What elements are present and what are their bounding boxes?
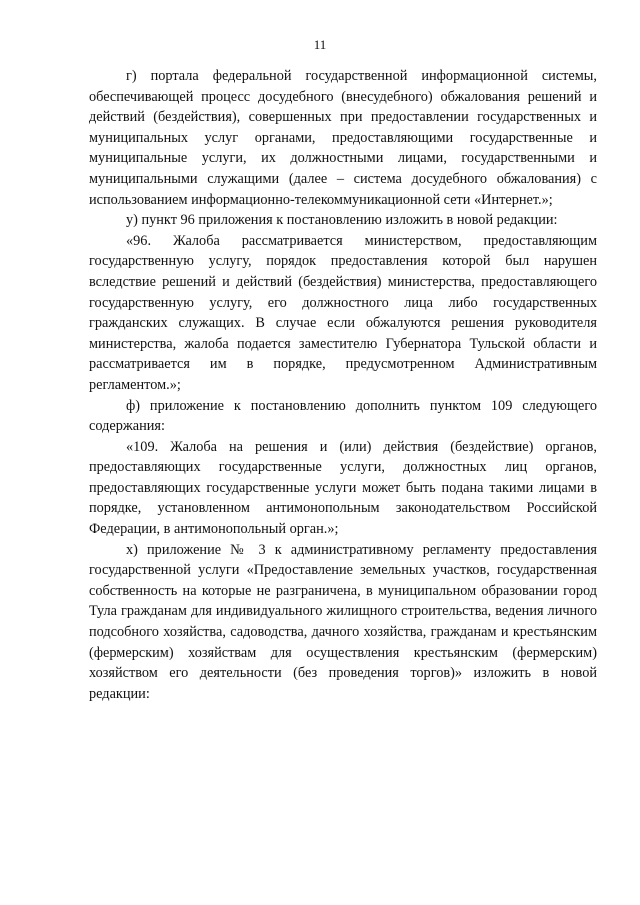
paragraph-u-item-96: у) пункт 96 приложения к постановлению изложить в новой редакции: bbox=[126, 212, 558, 229]
paragraph-kh-appendix-3: х) приложение № 3 к административному регламенту предоставления государственной услуги «Предоставление земельных участков, государственная собственность на которые не разграничена, в муниципальном образовании город Тула гражданам для индивидуального жилищного строительства, ведения личного подсобного хозяйства, садоводства, дачного хозяйства, гражданам и крестьянским (фермерским) хозяйствам для осуществления крестьянским (фермерским) хозяйством его деятельности (без проведения торгов)» изложить в новой редакции: bbox=[89, 541, 597, 702]
paragraph-item-96-text: «96. Жалоба рассматривается министерством, предоставляющим государственную услугу, порядок предоставления которой был нарушен вследствие решений и действий (бездействия) министерства, предоставляющего государственную услугу, его должностного лица либо государственных гражданских служащих. В случае если обжалуются решения руководителя министерства, жалоба подается заместителю Губернатора Тульской области и рассматривается им в порядке, предусмотренном Административным регламентом.»; bbox=[89, 232, 597, 393]
paragraph-item-109-text: «109. Жалоба на решения и (или) действия (бездействие) органов, предоставляющих государственные услуги, должностных лиц органов, предоставляющих государственные услуги может быть подана такими лицами в порядке, установленном антимонопольным законодательством Российской Федерации, в антимонопольный орган.»; bbox=[89, 438, 597, 538]
paragraph-f-item-109: ф) приложение к постановлению дополнить пунктом 109 следующего содержания: bbox=[89, 397, 597, 435]
page-number: 11 bbox=[313, 37, 327, 52]
paragraph-g-portal: г) портала федеральной государственной информационной системы, обеспечивающей процесс досудебного (внесудебного) обжалования решений и действий (бездействия), совершенных при предоставлении государственных и муниципальных услуг органами, предоставляющими государственные и муниципальные услуги, их должностными лицами, государственными и муниципальными служащими (далее – система досудебного обжалования) с использованием информационно-телекоммуникационной сети «Интернет.»; bbox=[89, 68, 597, 208]
document-body bbox=[89, 66, 597, 704]
